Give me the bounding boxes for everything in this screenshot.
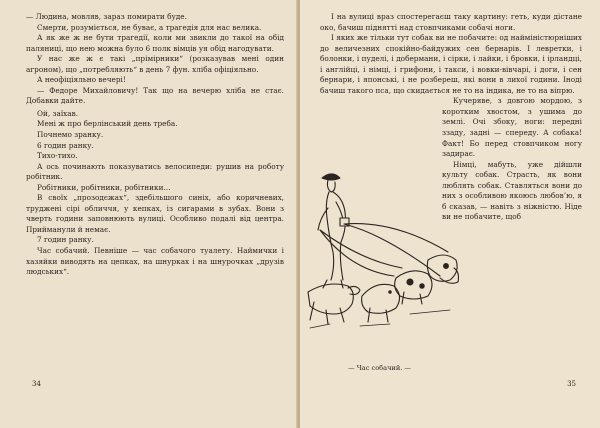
paragraph: Кучерявe, з довгою мордою, з коротким хвостом, з ушима до землі. Очі збоку, ноги: передні ззаду, задні — спереду. А собака! Факт! Бо перед стовпчиком ногу задирає. [442,96,582,159]
left-page [0,0,298,428]
paragraph: 6 годин ранку. [37,140,94,150]
paragraph: Робітники, робітники, робітники... [37,182,171,192]
paragraph: — Людина, мовляв, зараз помирати буде. [26,12,187,21]
paragraph: А як же ж не бути трагедії, коли ми звикли до такої на обід паляниці, що нею можна було 6 полк вімців уя обід нагодувати. [26,33,284,53]
paragraph: Ой, заїхав. [37,108,79,118]
paragraph: Час собачий. Певніше — час собачого туалету. Наймички і хазяйки виводять на цепках, на шнурках і на шнурочках „друзів людських“. [26,246,284,277]
paragraph: Смерти, розуміється, не буває, а трагедія для нас велика. [37,22,262,32]
page-number: 35 [567,380,576,388]
paragraph: А неофіціяльно вечері! [37,75,126,85]
paragraph: В своїх „прозодєжах“, здебільшого синіх, або коричневих, труджені сірі обличчя, у кепках, із сигарами в зубах. Вони з чверть години заповнюють вулиці. Особливо подалі від центра. Прийманули й немає. [26,193,284,234]
paragraph: Мені ж про берлінський день треба. [37,119,178,129]
paragraph: 7 годин ранку. [37,235,94,245]
paragraph: І яких же тільки тут собак ви не побачите: од найміністюрніших до величезних спокійно-байдужих сен бернарів. І левретки, і болонки, і пуделі, і добермани, і сірки, і лайки, і бровки, і ірландці, і англійці, і німці, і грифони, і такси, і вовки-вівчарі, і доги, і сен бернари, і японські, і не розбереш, які вони в лихої години. Іноді бачиш такого пса, що скидається не то на індика, не то на віпрю. [320,33,582,95]
paragraph: Почнемо зранку. [37,130,104,140]
paragraph: А ось починають показуватись велосипеди: рушив на роботу робітник. [26,161,284,182]
paragraph: Тихо-тихо. [37,151,78,161]
illustration-caption: — Час собачий. — [348,364,412,372]
page-number: 34 [32,380,41,388]
paragraph: І на вулиці враз спостерегаєш таку картину: геть, куди дістане око, бачиш піднятті над стовпчиками собачі ноги. [320,12,582,32]
paragraph: — Федоре Михайловичу! Так що на вечерю хліба не стає. Добавки дайте. [26,85,284,106]
dog-walking-illustration [300,168,460,373]
left-page-text [26,12,284,278]
paragraph: Німці, мабуть, уже дійшли культу собак. Страсть, як вони люблять собак. Ставляться вони до них з особливою якоюсь любов’ю, я б сказав, — навіть з ніжністю. Ніде ви не побачите, щоб [442,159,582,222]
paragraph: У нас же ж є такі „прімірники“ (розказував мені один агроном), що „потребляють“ в день 7 фун. хліба офіціяльно. [26,54,284,74]
right-page [300,0,600,428]
